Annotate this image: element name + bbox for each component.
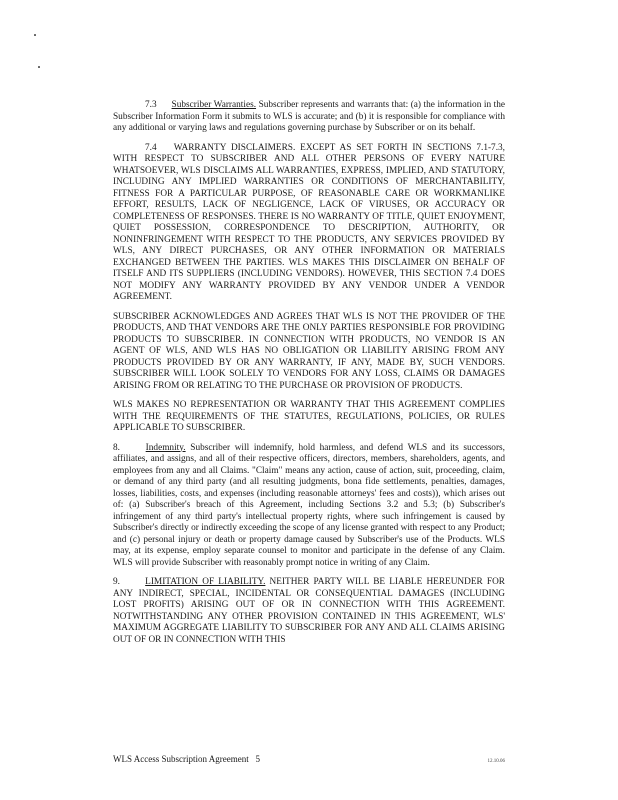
footer-title-group [113,754,260,764]
section-heading: LIMITATION OF LIABILITY. [145,577,266,587]
section-7-4 [113,143,505,304]
section-text: WARRANTY DISCLAIMERS. EXCEPT AS SET FORTH IN SECTIONS 7.1-7.3, WITH RESPECT TO SUBSCRIBER AND ALL OTHER PERSONS OF EVERY NATURE WHATSOEVER, WLS DISCLAIMS ALL WARRANTIES, EXPRESS, IMPLIED, AND STATUTORY, INCLUDING ANY IMPLIED WARRANTIES OR CONDITIONS OF MERCHANTABILITY, FITNESS FOR A PARTICULAR PURPOSE, OF REASONABLE CARE OR WORKMANLIKE EFFORT, RESULTS, LACK OF NEGLIGENCE, LACK OF VIRUSES, OR ACCURACY OR COMPLETENESS OF RESPONSES. THERE IS NO WARRANTY OF TITLE, QUIET ENJOYMENT, QUIET POSSESSION, CORRESPONDENCE TO DESCRIPTION, AUTHORITY, OR NONINFRINGEMENT WITH RESPECT TO THE PRODUCTS, ANY SERVICES PROVIDED BY WLS, ANY DIRECT PURCHASES, OR ANY OTHER INFORMATION OR MATERIALS EXCHANGED BETWEEN THE PARTIES. WLS MAKES THIS DISCLAIMER ON BEHALF OF ITSELF AND ITS SUPPLIERS (INCLUDING VENDORS). HOWEVER, THIS SECTION 7.4 DOES NOT MODIFY ANY WARRANTY PROVIDED BY ANY VENDOR UNDER A VENDOR AGREEMENT. [113,142,506,302]
scan-speck-mark [38,66,40,68]
acknowledgement-paragraph [113,312,505,393]
no-representation-paragraph [113,400,505,435]
paragraph-text: WLS MAKES NO REPRESENTATION OR WARRANTY THAT THIS AGREEMENT COMPLIES WITH THE REQUIREMENTS OF THE STATUTES, REGULATIONS, POLICIES, OR RULES APPLICABLE TO SUBSCRIBER. [113,400,505,433]
section-text: Subscriber will indemnify, hold harmless, and defend WLS and its successors, affiliates, and assigns, and all of their respective officers, directors, members, shareholders, agents, and employees from any and all Claims. "Claim" means any action, cause of action, suit, proceeding, claim, or demand of any third party (and all resulting judgments, bona fide settlements, penalties, damages, losses, liabilities, costs, and expenses (including reasonable attorneys' fees and costs)), which arises out of: (a) Subscriber's breach of this Agreement, including Sections 3.2 and 5.3; (b) Subscriber's infringement of any third party's intellectual property rights, where such infringement is caused by Subscriber's directly or indirectly exceeding the scope of any license granted with respect to any Product; and (c) personal injury or death or property damage caused by Subscriber's use of the Products. WLS may, at its expense, employ separate counsel to monitor and participate in the defense of any Claim. WLS will provide Subscriber with reasonably prompt notice in writing of any Claim. [113,442,505,568]
document-body [113,100,505,654]
section-8-indemnity [113,443,505,570]
page-footer [113,754,505,764]
page-number: 5 [255,754,260,764]
section-text: Subscriber represents and warrants that: (a) the information in the Subscriber Information Form it submits to WLS is accurate; and (b) it is responsible for compliance with any additional or varying laws and regulations governing purchase by Subscriber or on its behalf. [113,100,506,133]
footer-title: WLS Access Subscription Agreement [113,754,249,764]
section-heading: Indemnity. [145,442,186,453]
scan-speck-mark [34,34,36,36]
section-number: 9. [113,577,120,587]
section-number: 7.4 [145,142,157,153]
footer-revision-code: 12.10.06 [487,759,505,764]
section-heading: Subscriber Warranties. [171,100,257,110]
section-text: NEITHER PARTY WILL BE LIABLE HEREUNDER FOR ANY INDIRECT, SPECIAL, INCIDENTAL OR CONSEQUENTIAL DAMAGES (INCLUDING LOST PROFITS) ARISING OUT OF OR IN CONNECTION WITH THIS AGREEMENT. NOTWITHSTANDING ANY OTHER PROVISION CONTAINED IN THIS AGREEMENT, WLS' MAXIMUM AGGREGATE LIABILITY TO SUBSCRIBER FOR ANY AND ALL CLAIMS ARISING OUT OF OR IN CONNECTION WITH THIS [113,577,505,645]
section-7-3 [113,100,505,135]
section-number: 7.3 [145,100,157,110]
section-number: 8. [113,442,120,453]
section-9-limitation [113,577,505,646]
paragraph-text: SUBSCRIBER ACKNOWLEDGES AND AGREES THAT WLS IS NOT THE PROVIDER OF THE PRODUCTS, AND THAT VENDORS ARE THE ONLY PARTIES RESPONSIBLE FOR PROVIDING PRODUCTS TO SUBSCRIBER. IN CONNECTION WITH PRODUCTS, NO VENDOR IS AN AGENT OF WLS, AND WLS HAS NO OBLIGATION OR LIABILITY ARISING FROM ANY PRODUCTS PROVIDED BY OR ANY WARRANTY, IF ANY, MADE BY, SUCH VENDORS. SUBSCRIBER WILL LOOK SOLELY TO VENDORS FOR ANY LOSS, CLAIMS OR DAMAGES ARISING FROM OR RELATING TO THE PURCHASE OR PROVISION OF PRODUCTS. [113,311,505,391]
